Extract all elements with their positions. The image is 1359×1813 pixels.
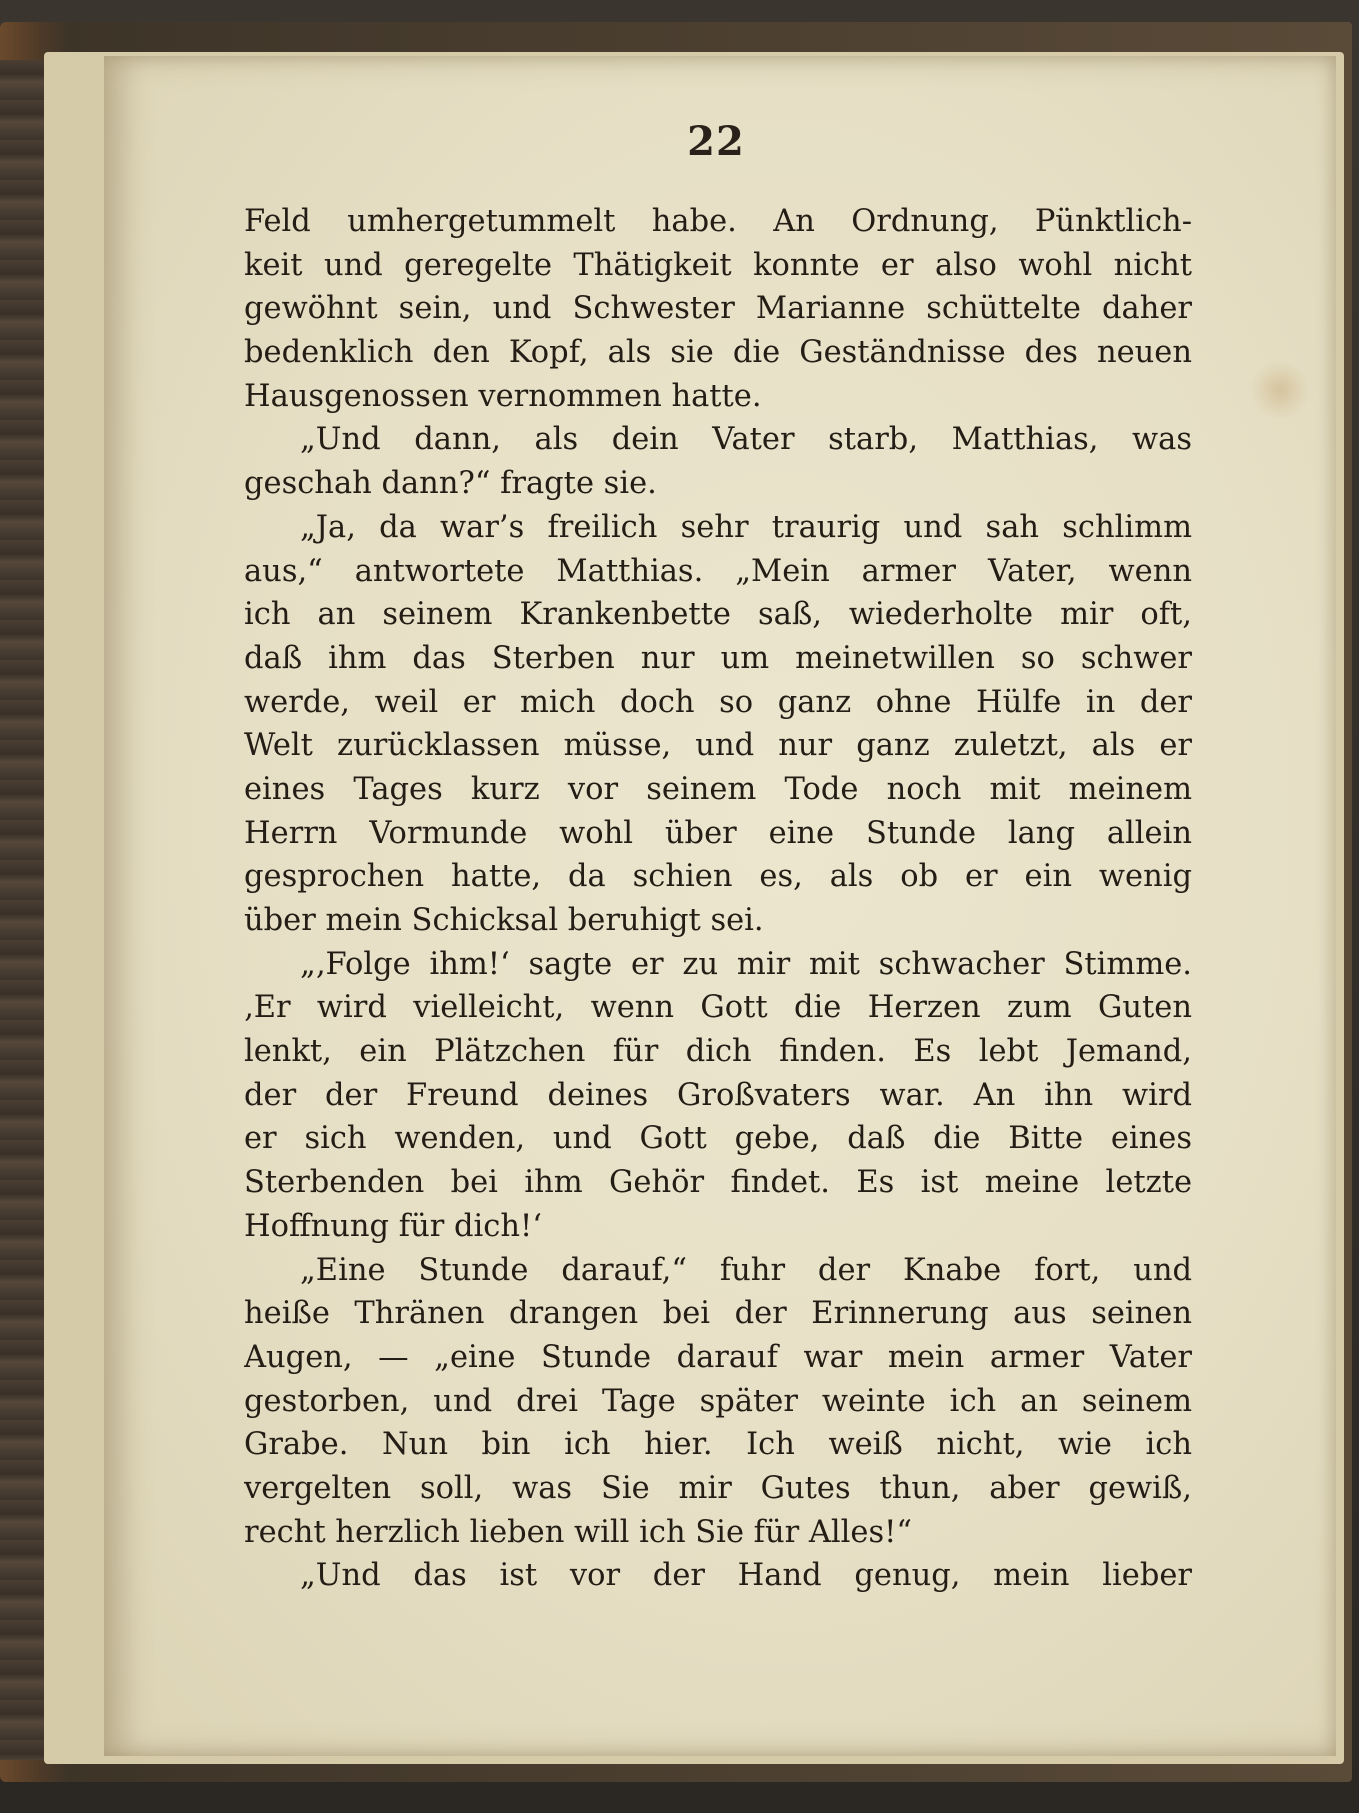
text-line: „Und das ist vor der Hand genug, mein lieber	[300, 1558, 1192, 1594]
text-line: Herrn Vormunde wohl über eine Stunde lang allein	[244, 815, 1192, 851]
text-line: „Ja, da war’s freilich sehr traurig und sah schlimm	[300, 509, 1192, 545]
paper-stain	[1250, 360, 1310, 420]
text-line: gewöhnt sein, und Schwester Marianne schüttelte daher	[244, 291, 1192, 327]
text-line: er sich wenden, und Gott gebe, daß die Bitte eines	[244, 1121, 1192, 1157]
body-text	[244, 200, 1192, 1598]
text-line: der der Freund deines Großvaters war. An ihn wird	[244, 1077, 1192, 1113]
text-line: „Eine Stunde darauf,“ fuhr der Knabe fort, und	[300, 1252, 1192, 1288]
text-line: Grabe. Nun bin ich hier. Ich weiß nicht, wie ich	[244, 1427, 1192, 1463]
text-line: ich an seinem Krankenbette saß, wiederholte mir oft,	[244, 597, 1192, 633]
text-line: gesprochen hatte, da schien es, als ob er ein wenig	[244, 859, 1192, 895]
text-line: eines Tages kurz vor seinem Tode noch mit meinem	[244, 771, 1192, 807]
text-line: aus,“ antwortete Matthias. „Mein armer Vater, wenn	[244, 553, 1192, 589]
text-line: Welt zurücklassen müsse, und nur ganz zuletzt, als er	[244, 728, 1192, 764]
text-line: ‚Er wird vielleicht, wenn Gott die Herzen zum Guten	[244, 990, 1192, 1026]
text-line: daß ihm das Sterben nur um meinetwillen so schwer	[244, 640, 1192, 676]
text-line: vergelten soll, was Sie mir Gutes thun, aber gewiß,	[244, 1470, 1192, 1506]
text-line: „Und dann, als dein Vater starb, Matthias, was	[300, 422, 1192, 458]
page-number: 22	[687, 118, 745, 165]
text-line: heiße Thränen drangen bei der Erinnerung aus seinen	[244, 1296, 1192, 1332]
text-line: „‚Folge ihm!‘ sagte er zu mir mit schwacher Stimme.	[300, 946, 1192, 982]
text-line: geschah dann?“ fragte sie.	[244, 466, 657, 502]
text-line: bedenklich den Kopf, als sie die Geständnisse des neuen	[244, 335, 1192, 371]
text-line: Hoffnung für dich!‘	[244, 1208, 542, 1244]
text-line: Augen, — „eine Stunde darauf war mein armer Vater	[244, 1339, 1192, 1375]
text-line: lenkt, ein Plätzchen für dich finden. Es lebt Jemand,	[244, 1034, 1192, 1070]
text-line: keit und geregelte Thätigkeit konnte er also wohl nicht	[244, 247, 1192, 283]
text-line: Hausgenossen vernommen hatte.	[244, 378, 762, 414]
text-line: werde, weil er mich doch so ganz ohne Hülfe in der	[244, 684, 1192, 720]
text-line: Sterbenden bei ihm Gehör findet. Es ist meine letzte	[244, 1165, 1192, 1201]
text-line: gestorben, und drei Tage später weinte ich an seinem	[244, 1383, 1192, 1419]
text-line: über mein Schicksal beruhigt sei.	[244, 903, 764, 938]
text-line: Feld umhergetummelt habe. An Ordnung, Pünktlich-	[244, 204, 1192, 239]
text-line: recht herzlich lieben will ich Sie für Alles!“	[244, 1514, 912, 1550]
